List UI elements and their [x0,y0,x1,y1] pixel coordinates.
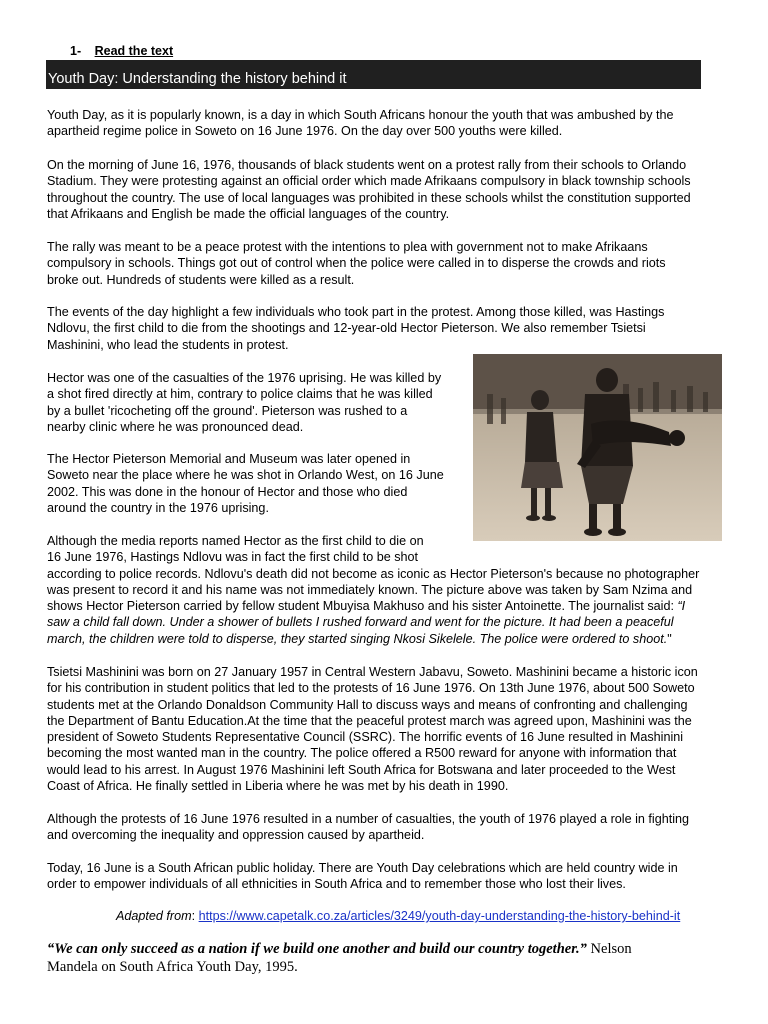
journalist-quote: “I [677,599,686,614]
text-line: Stadium. They were protesting against an official order which made Afrikaans compulsory in black township schools [47,174,691,189]
text-line: Hector was one of the casualties of the 1976 uprising. He was killed by [47,371,442,385]
source-link[interactable]: https://www.capetalk.co.za/articles/3249/youth-day-understanding-the-history-behind-it [198,909,681,923]
text-line: the Department of Bantu Education.At the time that the peaceful protest march was agreed upon, Mashinini was the [47,713,692,728]
text-line: by a bullet 'ricocheting off the ground'. Pieterson was rushed to a [47,403,408,418]
mandela-quote [47,941,727,976]
historical-photo [473,354,722,541]
text-line: broke out. Hundreds of students were killed as a result. [47,272,355,287]
paragraph-intro [47,107,674,140]
paragraph-photograph [47,533,699,647]
quote-attribution-cont: Mandela on South Africa Youth Day, 1995. [47,958,298,975]
journalist-quote: saw a child fall down. Under a shower of bullets I rushed forward and went for the picture. It had been a peaceful [47,615,674,630]
text-line: Tsietsi Mashinini was born on 27 January 1957 in Central Western Jabavu, Soweto. Mashinini became a historic icon [47,665,698,679]
text-line: president of Soweto Students Representative Council (SSRC). The horrific events of 16 June resulted in Mashinini [47,730,684,745]
paragraph-memorial [47,451,444,516]
instruction-heading [70,44,173,58]
text-line: shows Hector Pieterson carried by fellow student Mbuyisa Makhuso and his sister Antoinette. The journalist said: [47,599,678,614]
text-line: and overcoming the inequality and oppression caused by apartheid. [47,828,425,843]
text-line: Youth Day, as it is popularly known, is a day in which South Africans honour the youth that was ambushed by the [47,108,674,122]
text-line: would lead to his arrest. In August 1976 Mashinini left South Africa for Botswana and later proceeded to the West [47,762,676,777]
text-line: throughout the country. The use of local languages was prohibited in these schools whilst the constitution supported [47,190,691,205]
quote-text: “We can only succeed as a nation if we build one another and build our country together.” [47,941,587,957]
paragraph-morning [47,157,691,222]
photo-illustration [473,354,722,541]
text-line: nearby clinic where he was pronounced dead. [47,419,304,434]
text-line: Today, 16 June is a South African public holiday. There are Youth Day celebrations which are held country wide in [47,861,678,875]
text-line: becoming the most wanted man in the country. The police offered a R500 reward for anyone with information that [47,746,677,761]
text-line: Coast of Africa. He finally settled in Liberia where he was met by his death in 1990. [47,779,509,794]
text-line: according to police records. Ndlovu's death did not become as iconic as Hector Pieterson's because no photographer [47,566,700,581]
text-line: The rally was meant to be a peace protest with the intentions to plea with government not to make Afrikaans [47,240,648,254]
paragraph-events [47,304,664,353]
text-line: students met at the Orlando Donaldson Community Hall to discuss ways and means of confronting and challenging [47,697,688,712]
text-line: Although the media reports named Hector as the first child to die on [47,534,424,548]
text-line: for his contribution in student politics that led to the protests of 16 June 1976. On 13th June 1976, about 500 Soweto [47,681,695,696]
text-line: compulsory in schools. Things got out of control when the police were called in to disperse the crowds and riots [47,256,666,271]
text-line: apartheid regime police in Soweto on 16 June 1976. On the day over 500 youths were killed. [47,124,563,139]
text-line: 16 June 1976, Hastings Ndlovu was in fact the first child to be shot [47,550,419,565]
text-line: Although the protests of 16 June 1976 resulted in a number of casualties, the youth of 1976 played a role in fighting [47,812,690,826]
paragraph-legacy [47,811,689,844]
text-line: Ndlovu, the first child to die from the shootings and 12-year-old Hector Pieterson. We also remember Tsietsi [47,321,646,336]
text-line: On the morning of June 16, 1976, thousands of black students went on a protest rally from their schools to Orlando [47,158,687,172]
text-line: Mashinini, who lead the students in protest. [47,337,289,352]
source-separator: : [191,909,199,923]
text-line: a shot fired directly at him, contrary to police claims that he was killed [47,387,433,402]
paragraph-rally [47,239,666,288]
paragraph-hector [47,370,441,435]
text-line: 2002. This was done in the honour of Hector and those who died [47,484,408,499]
text-line: was present to record it and his name was not immediately known. The picture above was taken by Sam Nzima and [47,582,693,597]
text-line: that Afrikaans and English be made the official languages of the country. [47,206,450,221]
quote-close-mark: " [667,631,672,646]
paragraph-mashinini [47,664,698,794]
source-label: Adapted from [116,909,192,923]
text-line: The events of the day highlight a few individuals who took part in the protest. Among those killed, was Hastings [47,305,665,319]
journalist-quote: march, the children were told to disperse, they started singing Nkosi Sikelele. The police were ordered to shoot. [47,631,668,646]
quote-attribution: Nelson [586,941,632,957]
paragraph-today [47,860,678,893]
source-citation [116,909,680,923]
text-line: Soweto near the place where he was shot in Orlando West, on 16 June [47,468,444,483]
text-line: The Hector Pieterson Memorial and Museum was later opened in [47,452,411,466]
instruction-text: Read the text [94,44,174,58]
article-title: Youth Day: Understanding the history behind it [46,60,701,89]
instruction-number: 1- [70,44,82,58]
text-line: around the country in the 1976 uprising. [47,500,269,515]
text-line: order to empower individuals of all ethnicities in South Africa and to remember those who lost their lives. [47,877,626,892]
